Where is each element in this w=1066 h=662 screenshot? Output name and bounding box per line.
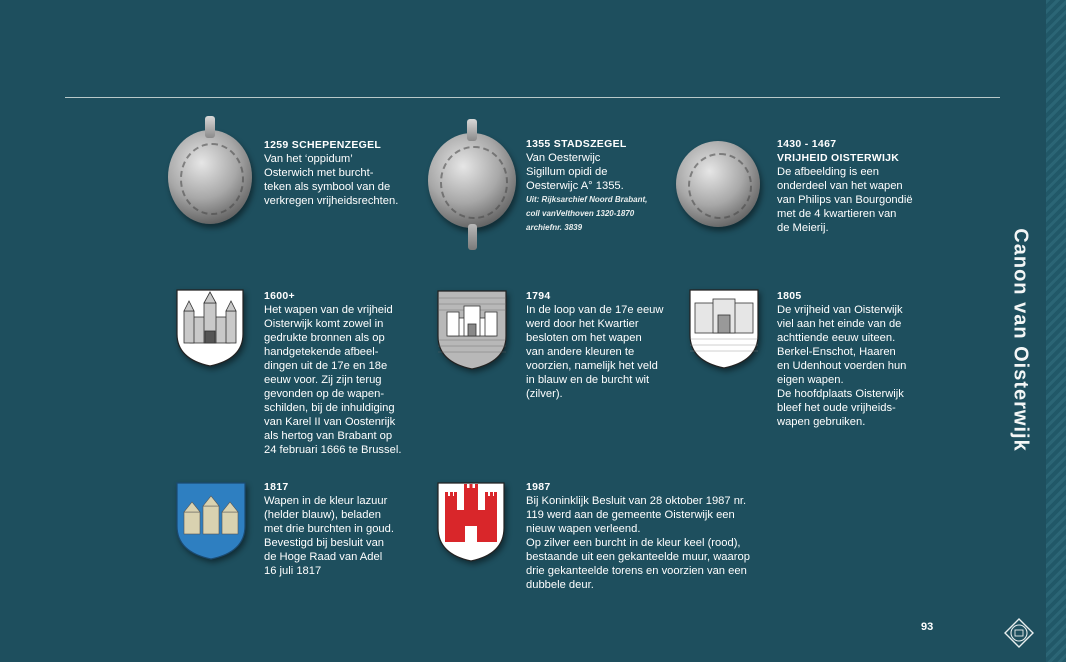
entry-title: 1600+ — [264, 290, 295, 302]
entry-title: 1355 STADSZEGEL — [526, 138, 627, 150]
top-divider — [65, 97, 1000, 98]
entry-title: 1817 — [264, 481, 289, 493]
entry-body: Bij Koninklijk Besluit van 28 oktober 1987 nr. 119 werd aan de gemeente Oisterwijk een nieuw wapen verleend. Op zilver een burcht in de kleur keel (rood), bestaande uit een gekanteelde muur, waarop drie gekanteelde torens en voorzien van een dubbele deur. — [526, 495, 750, 591]
entry-1987 — [526, 480, 776, 592]
entry-1355 — [526, 137, 671, 235]
seal-tab — [467, 119, 477, 141]
entry-body: In de loop van de 17e eeuw werd door het Kwartier besloten om het wapen van andere kleuren te voorzien, namelijk het veld in blauw en de burcht wit (zilver). — [526, 304, 664, 400]
seal-1430-image — [676, 141, 760, 227]
entry-1600 — [264, 289, 414, 457]
seal-1355-image — [428, 133, 516, 228]
shield-1794-image — [437, 290, 507, 370]
shield-1600-image — [176, 289, 244, 367]
shield-1987-image — [437, 482, 505, 562]
entry-1794 — [526, 289, 676, 401]
seal-1259-image — [168, 130, 252, 224]
side-title: Canon van Oisterwijk — [1009, 228, 1032, 452]
emblem-logo-icon — [1004, 618, 1034, 648]
entry-title: 1805 — [777, 290, 802, 302]
entry-title: 1430 - 1467 VRIJHEID OISTERWIJK — [777, 138, 900, 164]
entry-body: Het wapen van de vrijheid Oisterwijk komt zowel in gedrukte bronnen als op handgetekende afbeel- dingen uit de 17e en 18e eeuw voor. Zij zijn terug gevonden op de wapen- schilden, bij de inhuldiging van Karel II van Oostenrijk als hertog van Brabant op 24 februari 1666 te Brussel. — [264, 304, 402, 456]
entry-body: Wapen in de kleur lazuur (helder blauw), beladen met drie burchten in goud. Bevestigd bij besluit van de Hoge Raad van Adel 16 juli 1817 — [264, 495, 394, 577]
entry-title: 1987 — [526, 481, 551, 493]
decorative-edge-band — [1046, 0, 1066, 662]
entry-1430 — [777, 137, 927, 235]
entry-1805 — [777, 289, 927, 429]
entry-1817 — [264, 480, 414, 578]
shield-1805-image — [689, 289, 759, 369]
seal-tail — [468, 224, 477, 250]
entry-body: Van Oesterwijc Sigillum opidi de Oesterwijc A° 1355. — [526, 152, 624, 192]
entry-body: Van het ‘oppidum’ Osterwich met burcht- teken als symbool van de verkregen vrijheidsrechten. — [264, 153, 399, 207]
entry-title: 1259 SCHEPENZEGEL — [264, 139, 382, 151]
entry-body: De vrijheid van Oisterwijk viel aan het einde van de achttiende eeuw uiteen. Berkel-Enschot, Haaren en Udenhout voerden hun eigen wapen. De hoofdplaats Oisterwijk bleef het oude vrijheids- wapen gebruiken. — [777, 304, 907, 428]
entry-1259 — [264, 138, 414, 208]
entry-title: 1794 — [526, 290, 551, 302]
seal-tab — [205, 116, 215, 138]
entry-body: De afbeelding is een onderdeel van het wapen van Philips van Bourgondië met de 4 kwartieren van de Meierij. — [777, 166, 913, 234]
shield-1817-image — [176, 482, 246, 560]
page-number: 93 — [921, 621, 934, 633]
entry-credit: Uit: Rijksarchief Noord Brabant, coll vanVelthoven 1320-1870 archiefnr. 3839 — [526, 195, 648, 232]
